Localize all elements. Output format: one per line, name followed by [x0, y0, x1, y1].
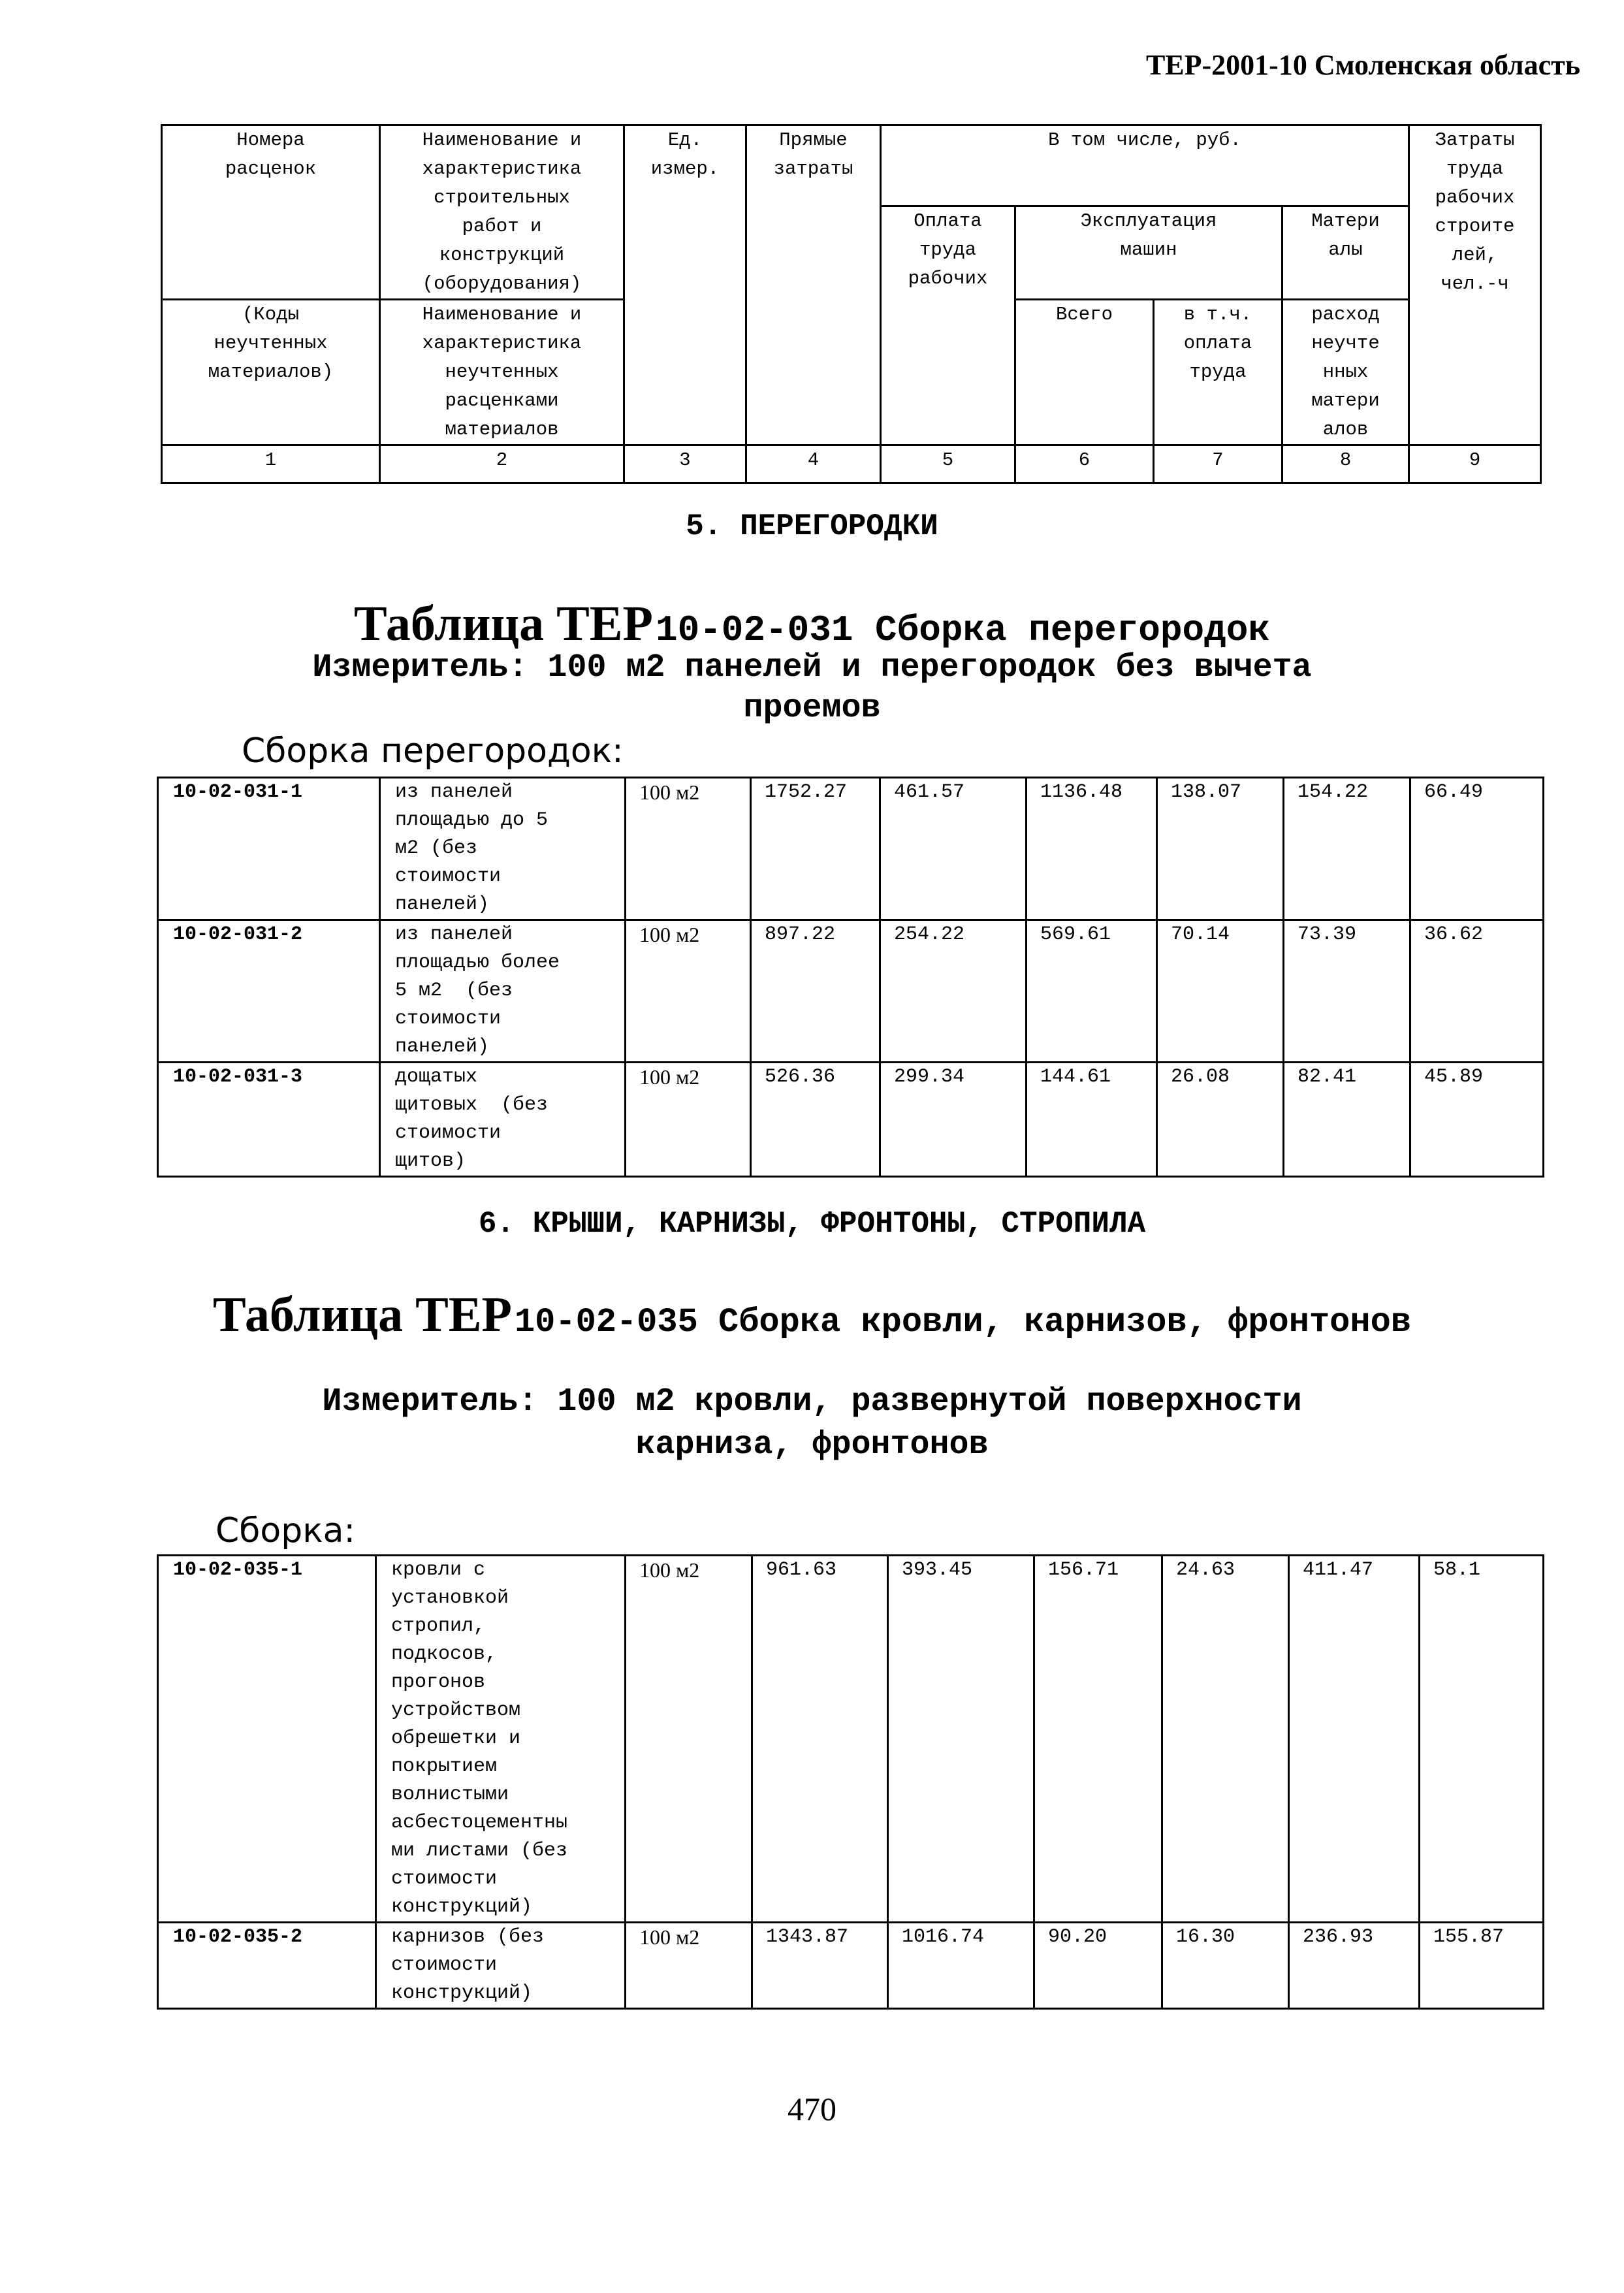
- header-direct: [746, 125, 881, 445]
- direct-cost: 961.63: [752, 1556, 888, 1923]
- machines-labor-cost: 24.63: [1162, 1556, 1289, 1923]
- header-hours-line: чел.-ч: [1441, 273, 1509, 295]
- meter-line: Измеритель: 100 м2 панелей и перегородок без вычета: [312, 649, 1312, 686]
- desc-line: стоимости: [395, 1122, 502, 1144]
- machines-labor-cost: 70.14: [1157, 920, 1284, 1063]
- desc-line: конструкций): [391, 1982, 533, 2004]
- header-name-line: Наименование и: [422, 304, 582, 325]
- unit: 100 м2: [626, 1556, 752, 1923]
- header-codes-line: материалов): [208, 361, 334, 383]
- header-hours-line: труда: [1446, 158, 1504, 180]
- header-direct-line: Прямые: [779, 129, 848, 151]
- header-codes-unaccounted: [162, 300, 380, 445]
- table-prefix: Таблица ТЕР: [354, 596, 653, 651]
- machines-cost: 569.61: [1027, 920, 1157, 1063]
- header-unit: [624, 125, 746, 445]
- desc-line: из панелей: [395, 781, 513, 803]
- header-codes-line: Номера: [236, 129, 305, 151]
- header-hours: [1409, 125, 1541, 445]
- header-name-line: расценками: [445, 390, 559, 411]
- header-materials-line: матери: [1311, 390, 1380, 411]
- header-name-line: работ и: [462, 216, 542, 237]
- machines-labor-cost: 16.30: [1162, 1923, 1289, 2009]
- desc-line: стоимости: [395, 1008, 502, 1030]
- labor-hours: 58.1: [1420, 1556, 1544, 1923]
- desc-line: устройством: [391, 1699, 521, 1722]
- direct-cost: 897.22: [751, 920, 880, 1063]
- header-name-unaccounted: [380, 300, 624, 445]
- data-table-10-02-031: [157, 777, 1544, 1178]
- header-machines-labor: [1154, 300, 1282, 445]
- header-name-line: характеристика: [422, 332, 582, 354]
- desc-line: стропил,: [391, 1615, 486, 1637]
- header-labor-line: труда: [919, 239, 976, 261]
- meter-line: Измеритель: 100 м2 кровли, развернутой поверхности: [322, 1383, 1302, 1420]
- materials-cost: 82.41: [1284, 1063, 1410, 1177]
- table-row: [158, 920, 1544, 1063]
- header-machines-line: Эксплуатация: [1080, 210, 1217, 232]
- rate-description: [380, 920, 626, 1063]
- column-number: 8: [1282, 445, 1409, 483]
- table-row: [158, 778, 1544, 920]
- header-hours-line: рабочих: [1435, 187, 1515, 208]
- page-number: 470: [788, 2091, 836, 2127]
- machines-cost: 1136.48: [1027, 778, 1157, 920]
- labor-cost: 299.34: [880, 1063, 1027, 1177]
- header-name-line: конструкций: [439, 244, 565, 266]
- desc-line: обрешетки и: [391, 1727, 521, 1750]
- rate-code: 10-02-035-2: [158, 1923, 376, 2009]
- column-number: 3: [624, 445, 746, 483]
- header-group: [881, 125, 1409, 206]
- desc-line: стоимости: [391, 1868, 498, 1890]
- desc-line: 5 м2 (без: [395, 980, 513, 1002]
- header-machines-line: машин: [1120, 239, 1177, 261]
- header-name-line: характеристика: [422, 158, 582, 180]
- column-number: 5: [881, 445, 1015, 483]
- header-name-line: материалов: [445, 419, 559, 440]
- direct-cost: 1343.87: [752, 1923, 888, 2009]
- column-header-table: [161, 124, 1542, 484]
- labor-hours: 36.62: [1410, 920, 1544, 1063]
- desc-line: карнизов (без: [391, 1926, 545, 1948]
- desc-line: панелей): [395, 1036, 490, 1058]
- subgroup-label: Сборка перегородок:: [242, 731, 624, 771]
- desc-line: асбестоцементны: [391, 1812, 568, 1834]
- materials-cost: 73.39: [1284, 920, 1410, 1063]
- materials-cost: 411.47: [1289, 1556, 1420, 1923]
- labor-cost: 254.22: [880, 920, 1027, 1063]
- header-materials-line: расход: [1311, 304, 1380, 325]
- header-unit-line: Ед.: [667, 129, 703, 151]
- header-name-line: (оборудования): [422, 273, 582, 295]
- table-title-text: 10-02-031 Сборка перегородок: [655, 609, 1270, 651]
- header-materials-line: алов: [1322, 419, 1369, 440]
- desc-line: щитов): [395, 1150, 466, 1172]
- header-name-line: строительных: [434, 187, 570, 208]
- header-machines-total-label: Всего: [1055, 304, 1113, 325]
- desc-line: панелей): [395, 893, 490, 916]
- rate-description: [380, 778, 626, 920]
- labor-hours: 45.89: [1410, 1063, 1544, 1177]
- column-number: 7: [1154, 445, 1282, 483]
- table-title: [0, 1287, 1624, 1343]
- desc-line: дощатых: [395, 1066, 478, 1088]
- table-prefix: Таблица ТЕР: [213, 1287, 512, 1342]
- desc-line: стоимости: [395, 865, 502, 888]
- header-codes-line: расценок: [225, 158, 317, 180]
- header-materials-consumption: [1282, 300, 1409, 445]
- header-labor-line: Оплата: [914, 210, 982, 232]
- meter-line: проемов: [743, 690, 881, 727]
- header-unit-line: измер.: [650, 158, 720, 180]
- header-hours-line: лей,: [1452, 244, 1498, 266]
- header-hours-line: Затраты: [1435, 129, 1515, 151]
- header-labor: [881, 206, 1015, 445]
- labor-hours: 66.49: [1410, 778, 1544, 920]
- desc-line: площадью более: [395, 952, 560, 974]
- machines-cost: 144.61: [1027, 1063, 1157, 1177]
- header-materials: [1282, 206, 1409, 300]
- header-machines-labor-line: труда: [1189, 361, 1247, 383]
- header-machines-total: [1015, 300, 1154, 445]
- table-title: [0, 596, 1624, 652]
- table-row: [158, 1556, 1544, 1923]
- desc-line: площадью до 5: [395, 809, 549, 831]
- machines-labor-cost: 26.08: [1157, 1063, 1284, 1177]
- column-number: 4: [746, 445, 881, 483]
- section-heading: 6. КРЫШИ, КАРНИЗЫ, ФРОНТОНЫ, СТРОПИЛА: [478, 1207, 1146, 1241]
- meter-line: карниза, фронтонов: [635, 1426, 989, 1464]
- header-materials-line: алы: [1328, 239, 1363, 261]
- desc-line: м2 (без: [395, 837, 478, 859]
- desc-line: конструкций): [391, 1896, 533, 1918]
- column-number: 2: [380, 445, 624, 483]
- header-codes-line: неучтенных: [214, 332, 328, 354]
- desc-line: покрытием: [391, 1756, 498, 1778]
- materials-cost: 154.22: [1284, 778, 1410, 920]
- desc-line: ми листами (без: [391, 1840, 568, 1862]
- rate-code: 10-02-035-1: [158, 1556, 376, 1923]
- machines-labor-cost: 138.07: [1157, 778, 1284, 920]
- labor-hours: 155.87: [1420, 1923, 1544, 2009]
- header-materials-line: нных: [1322, 361, 1369, 383]
- rate-description: [376, 1923, 626, 2009]
- header-machines-labor-line: в т.ч.: [1183, 304, 1252, 325]
- labor-cost: 393.45: [888, 1556, 1034, 1923]
- subgroup-label: Сборка:: [215, 1511, 355, 1550]
- direct-cost: 1752.27: [751, 778, 880, 920]
- rate-code: 10-02-031-2: [158, 920, 380, 1063]
- desc-line: подкосов,: [391, 1643, 498, 1665]
- desc-line: прогонов: [391, 1671, 486, 1693]
- column-number: 9: [1409, 445, 1541, 483]
- unit: 100 м2: [626, 1923, 752, 2009]
- header-name-line: неучтенных: [445, 361, 559, 383]
- direct-cost: 526.36: [751, 1063, 880, 1177]
- rate-description: [380, 1063, 626, 1177]
- unit: 100 м2: [626, 1063, 751, 1177]
- column-number: 1: [162, 445, 380, 483]
- header-labor-line: рабочих: [908, 268, 988, 289]
- machines-cost: 156.71: [1034, 1556, 1162, 1923]
- labor-cost: 461.57: [880, 778, 1027, 920]
- desc-line: щитовых (без: [395, 1094, 549, 1116]
- desc-line: стоимости: [391, 1954, 498, 1976]
- header-codes-line: (Коды: [242, 304, 299, 325]
- materials-cost: 236.93: [1289, 1923, 1420, 2009]
- desc-line: установкой: [391, 1587, 509, 1609]
- data-table-10-02-035: [157, 1554, 1544, 2010]
- rate-code: 10-02-031-1: [158, 778, 380, 920]
- table-row: [158, 1923, 1544, 2009]
- table-row: [158, 1063, 1544, 1177]
- unit: 100 м2: [626, 920, 751, 1063]
- desc-line: кровли с: [391, 1559, 486, 1581]
- machines-cost: 90.20: [1034, 1923, 1162, 2009]
- labor-cost: 1016.74: [888, 1923, 1034, 2009]
- rate-description: [376, 1556, 626, 1923]
- section-heading: 5. ПЕРЕГОРОДКИ: [686, 509, 938, 543]
- header-machines-labor-line: оплата: [1183, 332, 1252, 354]
- rate-code: 10-02-031-3: [158, 1063, 380, 1177]
- header-name: [380, 125, 624, 300]
- header-hours-line: строите: [1435, 216, 1515, 237]
- header-materials-line: Матери: [1311, 210, 1380, 232]
- column-number: 6: [1015, 445, 1154, 483]
- header-group-label: В том числе, руб.: [1048, 129, 1241, 151]
- header-materials-line: неучте: [1311, 332, 1380, 354]
- running-header: ТЕР-2001-10 Смоленская область: [1145, 49, 1580, 81]
- table-title-text: 10-02-035 Сборка кровли, карнизов, фронтонов: [514, 1303, 1411, 1341]
- header-direct-line: затраты: [773, 158, 853, 180]
- header-codes: [162, 125, 380, 300]
- desc-line: волнистыми: [391, 1784, 509, 1806]
- header-name-line: Наименование и: [422, 129, 582, 151]
- unit: 100 м2: [626, 778, 751, 920]
- header-machines-group: [1015, 206, 1282, 300]
- desc-line: из панелей: [395, 923, 513, 946]
